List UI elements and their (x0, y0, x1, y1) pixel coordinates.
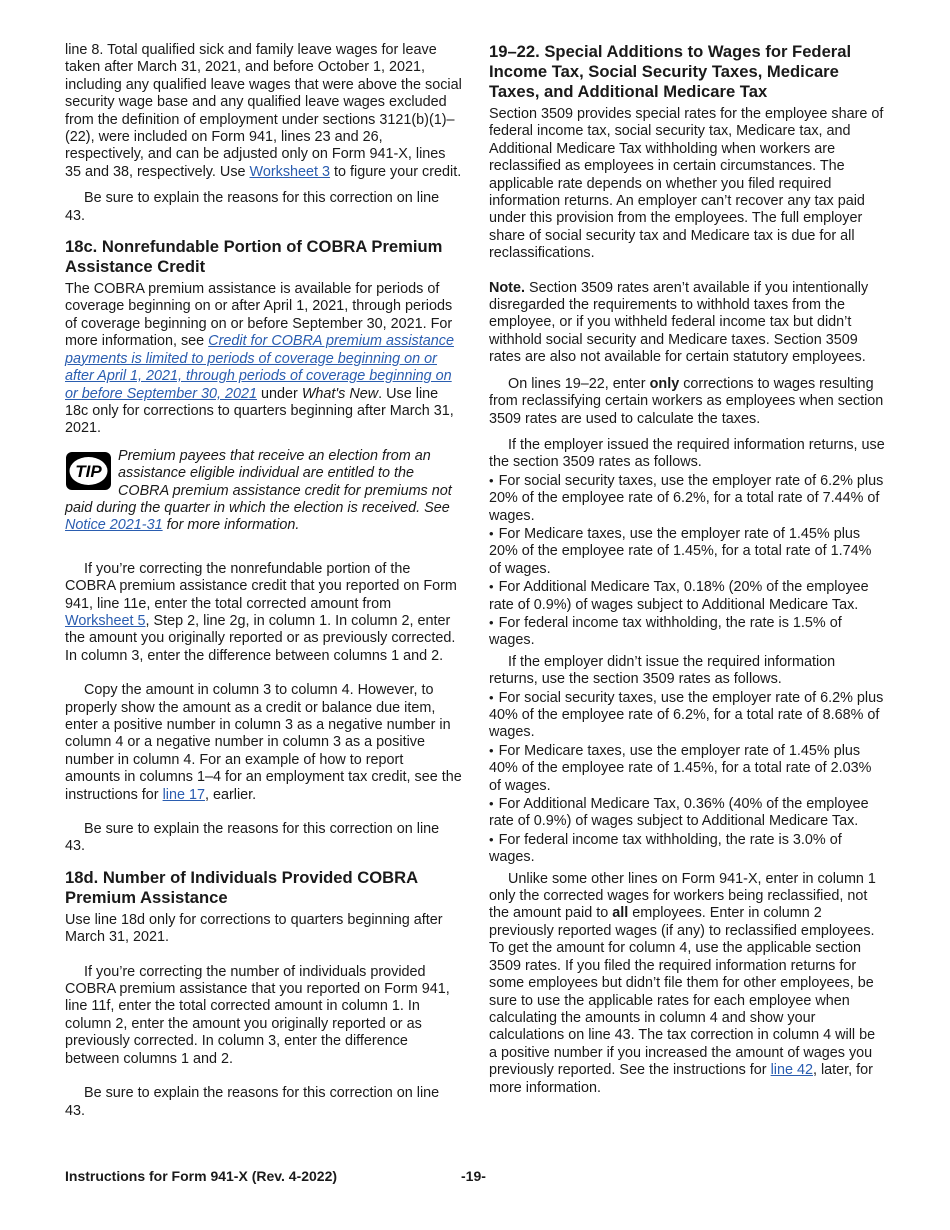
paragraph: Use line 18d only for corrections to quarters beginning after March 31, 2021. (65, 911, 443, 946)
list-item: • For social security taxes, use the employer rate of 6.2% plus 20% of the employee rate of 6.2%, for a total rate of 7.44% of wages. (489, 472, 886, 525)
paragraph: If the employer issued the required information returns, use the section 3509 rates as follows. (489, 436, 885, 471)
paragraph: Be sure to explain the reasons for this correction on line 43. (65, 190, 440, 224)
footer-title: Instructions for Form 941-X (Rev. 4-2022) (65, 1168, 338, 1184)
page-footer (65, 1168, 886, 1184)
paragraph: Section 3509 provides special rates for the employee share of federal income tax, social security tax, Medicare tax, and Additional Medicare Tax withholding when workers are reclassified as employees in certain circumstances. The applicable rate depends on whether you filed required information returns. An employer can’t recover any tax paid under this provision from the employees. The full employer share of social security tax and Medicare tax is due for all reclassifications. (489, 106, 884, 262)
worksheet-5-link[interactable]: Worksheet 5 (65, 612, 146, 629)
paragraph: If you’re correcting the nonrefundable portion of the COBRA premium assistance credit that you reported on Form 941, line 11e, enter the total corrected amount from Worksheet 5, Step 2, line 2g, in column 1. In column 2, enter the amount you originally reported or as previously corrected. In column 3, enter the difference between columns 1 and 2. (65, 560, 457, 664)
paragraph: The COBRA premium assistance is available for periods of coverage beginning on or after April 1, 2021, through periods of coverage beginning on or before September 30, 2021. For more information, see Credit for COBRA premium assistance payments is limited to periods of coverage beginning on or after April 1, 2021, through periods of coverage beginning on or before September 30, 2021 under What's New. Use line 18c only for corrections to quarters beginning after March 31, 2021. (65, 281, 454, 437)
left-column (65, 42, 462, 1129)
line-42-link[interactable]: line 42 (770, 1062, 813, 1079)
svg-text:TIP: TIP (75, 461, 102, 481)
notice-2021-31-link[interactable]: Notice 2021-31 (65, 517, 163, 534)
paragraph: Be sure to explain the reasons for this correction on line 43. (65, 821, 440, 855)
tip-box: TIP Premium payees that receive an election from an assistance eligible individual are entitled to the COBRA premium assistance credit for premiums not paid during the quarter in which the election is received. See Notice 2021-31 for more information. (65, 447, 452, 534)
bullet-list-issued (489, 472, 886, 650)
section-heading-19-22: 19–22. Special Additions to Wages for Federal Income Tax, Social Security Taxes, Medicare Taxes, and Additional Medicare Tax (489, 42, 852, 101)
paragraph: Unlike some other lines on Form 941-X, enter in column 1 only the corrected wages for workers being reclassified, not the amount paid to all employees. Enter in column 2 previously reported wages (if any) to reclassified employees. To get the amount for column 4, use the applicable section 3509 rates. If you filed the required information returns for some employees but didn’t file them for other employees, be sure to use the applicable rates for each employee when calculating the amounts in column 4 and show your calculations on line 43. The tax correction in column 4 will be a positive number if you increased the amount of wages you previously reported. See the instructions for line 42, later, for more information. (489, 870, 876, 1096)
list-item: • For Additional Medicare Tax, 0.36% (40% of the employee rate of 0.9%) of wages subject to Additional Medicare Tax. (489, 795, 886, 831)
list-item: • For social security taxes, use the employer rate of 6.2% plus 40% of the employee rate of 6.2%, for a total rate of 8.68% of wages. (489, 689, 886, 742)
list-item: • For federal income tax withholding, the rate is 3.0% of wages. (489, 831, 886, 867)
note-paragraph: Note. Section 3509 rates aren’t available if you intentionally disregarded the requirements to withhold taxes from the employee, or if you withheld federal income tax but didn’t withhold social security and Medicare taxes. Section 3509 rates are also not available for certain statutory employees. (489, 279, 869, 366)
paragraph: If the employer didn’t issue the required information returns, use the section 3509 rates as follows. (489, 653, 836, 688)
section-heading-18c: 18c. Nonrefundable Portion of COBRA Premium Assistance Credit (65, 237, 443, 277)
list-item: • For Medicare taxes, use the employer rate of 1.45% plus 20% of the employee rate of 1.45%, for a total rate of 1.74% of wages. (489, 525, 886, 578)
tip-icon (65, 451, 112, 491)
paragraph: line 8. Total qualified sick and family leave wages for leave taken after March 31, 2021, and before October 1, 2021, including any qualified leave wages that were above the social security wage base and any qualified leave wages excluded from the definition of employment under sections 3121(b)(1)–(22), were included on Form 941, lines 23 and 26, respectively, and can be adjusted only on Form 941-X, lines 35 and 38, respectively. Use Worksheet 3 to figure your credit. (65, 42, 462, 180)
paragraph: If you’re correcting the number of individuals provided COBRA premium assistance that you reported on Form 941, line 11f, enter the total corrected amount in column 1. In column 2, enter the amount you originally reported or as previously corrected. In column 3, enter the difference between columns 1 and 2. (65, 963, 450, 1067)
list-item: • For Additional Medicare Tax, 0.18% (20% of the employee rate of 0.9%) of wages subject to Additional Medicare Tax. (489, 578, 886, 614)
worksheet-3-link[interactable]: Worksheet 3 (249, 163, 331, 180)
section-heading-18d: 18d. Number of Individuals Provided COBRA Premium Assistance (65, 867, 418, 907)
paragraph: On lines 19–22, enter only corrections to wages resulting from reclassifying certain workers as employees when section 3509 rates are used to calculate the taxes. (489, 375, 884, 427)
cobra-credit-link[interactable]: Credit for COBRA premium assistance payments is limited to periods of coverage beginning on or after April 1, 2021, through periods of coverage beginning on or before September 30, 2021 (65, 333, 454, 402)
page-number: -19- (461, 1168, 486, 1184)
bullet-list-not-issued (489, 689, 886, 867)
right-column (489, 42, 886, 1106)
list-item: • For federal income tax withholding, the rate is 1.5% of wages. (489, 614, 886, 650)
paragraph: Copy the amount in column 3 to column 4. However, to properly show the amount as a credit or balance due item, enter a positive number in column 3 as a negative number in column 4 or a negative number in column 3 as a positive number in column 4. For an example of how to report amounts in columns 1–4 for an employment tax credit, see the instructions for line 17, earlier. (65, 682, 462, 803)
line-17-link[interactable]: line 17 (162, 786, 205, 803)
paragraph: Be sure to explain the reasons for this correction on line 43. (65, 1085, 440, 1119)
list-item: • For Medicare taxes, use the employer rate of 1.45% plus 40% of the employee rate of 1.45%, for a total rate of 2.03% of wages. (489, 742, 886, 795)
